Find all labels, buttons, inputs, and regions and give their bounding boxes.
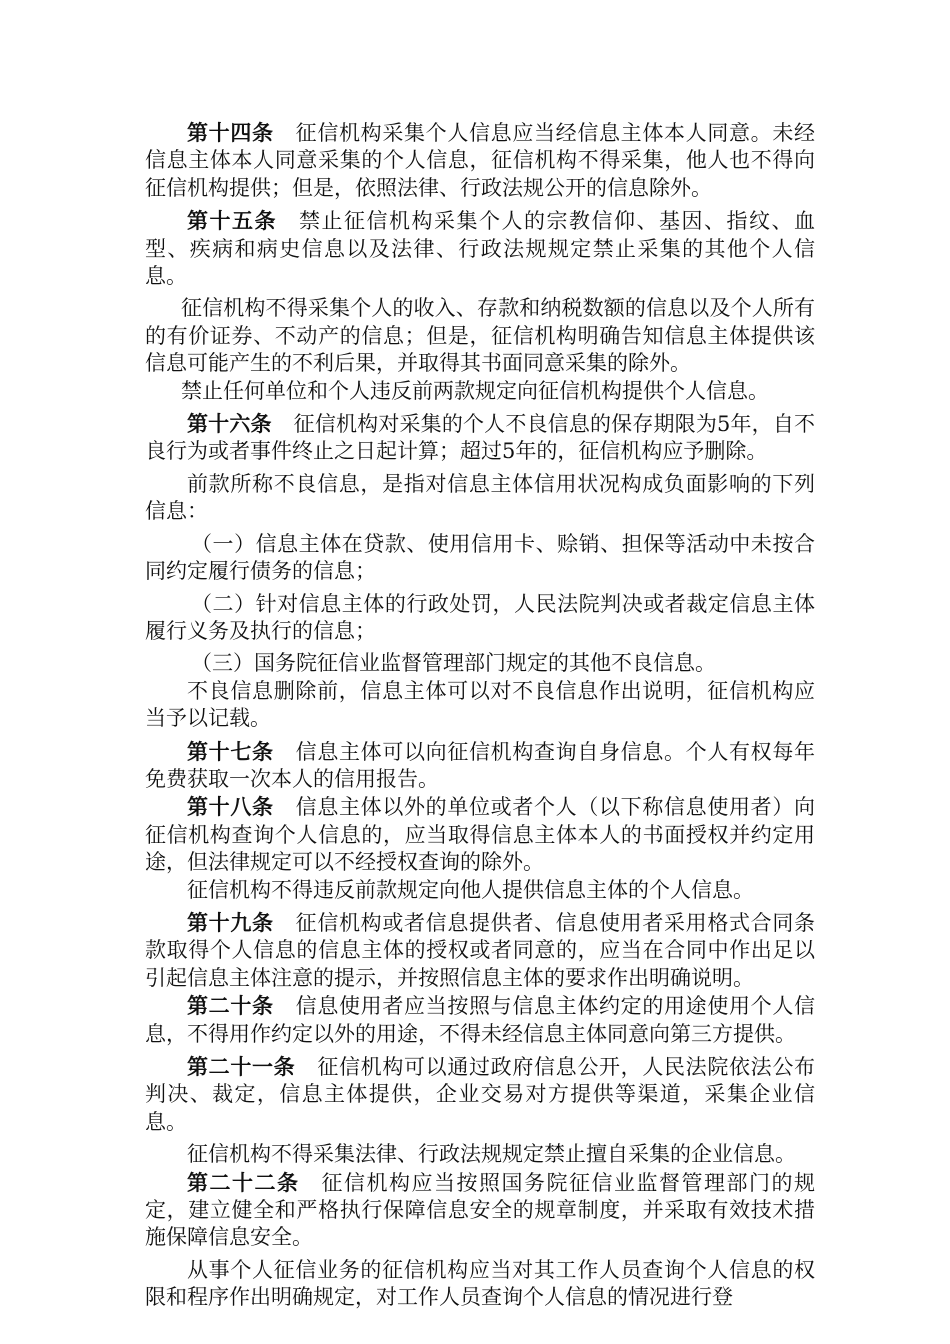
article-heading: 第十七条: [187, 738, 274, 764]
article-22: [145, 1169, 815, 1252]
article-text: 禁止征信机构采集个人的宗教信仰、基因、指纹、血型、疾病和病史信息以及法律、行政法规规定禁止采集的其他个人信息。: [145, 209, 815, 289]
article-heading: 第十五条: [187, 208, 277, 234]
article-14: [145, 119, 815, 202]
paragraph: 禁止任何单位和个人违反前两款规定向征信机构提供个人信息。: [181, 378, 769, 403]
article-heading: 第十六条: [187, 411, 272, 437]
paragraph: 征信机构不得采集个人的收入、存款和纳税数额的信息以及个人所有的有价证券、不动产的信息；但是，征信机构明确告知信息主体提供该信息可能产生的不利后果，并取得其书面同意采集的除外。: [145, 296, 815, 376]
list-item: （三）国务院征信业监督管理部门规定的其他不良信息。: [191, 651, 716, 676]
article-text: 信息主体以外的单位或者个人（以下称信息使用者）向征信机构查询个人信息的，应当取得信息主体本人的书面授权并约定用途，但法律规定可以不经授权查询的除外。: [145, 795, 816, 875]
article-17: [145, 738, 815, 794]
article-text: 信息主体可以向征信机构查询自身信息。个人有权每年免费获取一次本人的信用报告。: [145, 739, 816, 791]
article-text: 征信机构应当按照国务院征信业监督管理部门的规定，建立健全和严格执行保障信息安全的规章制度，并采取有效技术措施保障信息安全。: [145, 1170, 815, 1250]
paragraph: 征信机构不得采集法律、行政法规规定禁止擅自采集的企业信息。: [187, 1142, 796, 1167]
article-heading: 第二十一条: [187, 1054, 296, 1079]
paragraph: 征信机构不得违反前款规定向他人提供信息主体的个人信息。: [187, 877, 754, 902]
document-page: [145, 119, 815, 1312]
list-item: （二）针对信息主体的行政处罚，人民法院判决或者裁定信息主体履行义务及执行的信息；: [145, 591, 815, 643]
article-16: [145, 410, 815, 466]
article-text: 信息使用者应当按照与信息主体约定的用途使用个人信息，不得用作约定以外的用途，不得未经信息主体同意向第三方提供。: [145, 994, 816, 1046]
paragraph: 前款所称不良信息，是指对信息主体信用状况构成负面影响的下列信息：: [145, 471, 815, 524]
paragraph: 从事个人征信业务的征信机构应当对其工作人员查询个人信息的权限和程序作出明确规定，对工作人员查询个人信息的情况进行登: [145, 1257, 815, 1310]
article-heading: 第二十二条: [187, 1169, 300, 1195]
article-heading: 第二十条: [187, 993, 274, 1019]
article-heading: 第十九条: [187, 909, 274, 935]
list-item: （一）信息主体在贷款、使用信用卡、赊销、担保等活动中未按合同约定履行债务的信息；: [145, 531, 815, 584]
article-18: [145, 793, 815, 876]
article-19: [145, 909, 815, 992]
article-heading: 第十八条: [187, 794, 274, 820]
paragraph: 不良信息删除前，信息主体可以对不良信息作出说明，征信机构应当予以记载。: [145, 678, 815, 731]
article-heading: 第十四条: [187, 120, 274, 145]
article-text: 征信机构可以通过政府信息公开，人民法院依法公布判决、裁定，信息主体提供，企业交易对方提供等渠道，采集企业信息。: [145, 1055, 816, 1134]
article-text: 征信机构采集个人信息应当经信息主体本人同意。未经信息主体本人同意采集的个人信息，征信机构不得采集，他人也不得向征信机构提供；但是，依照法律、行政法规公开的信息除外。: [145, 121, 816, 200]
article-20: [145, 992, 815, 1048]
article-15: [145, 207, 815, 290]
article-21: [145, 1053, 815, 1136]
article-text: 征信机构对采集的个人不良信息的保存期限为5年，自不良行为或者事件终止之日起计算；超过5年的，征信机构应予删除。: [145, 412, 816, 464]
article-text: 征信机构或者信息提供者、信息使用者采用格式合同条款取得个人信息的信息主体的授权或者同意的，应当在合同中作出足以引起信息主体注意的提示，并按照信息主体的要求作出明确说明。: [145, 910, 816, 990]
